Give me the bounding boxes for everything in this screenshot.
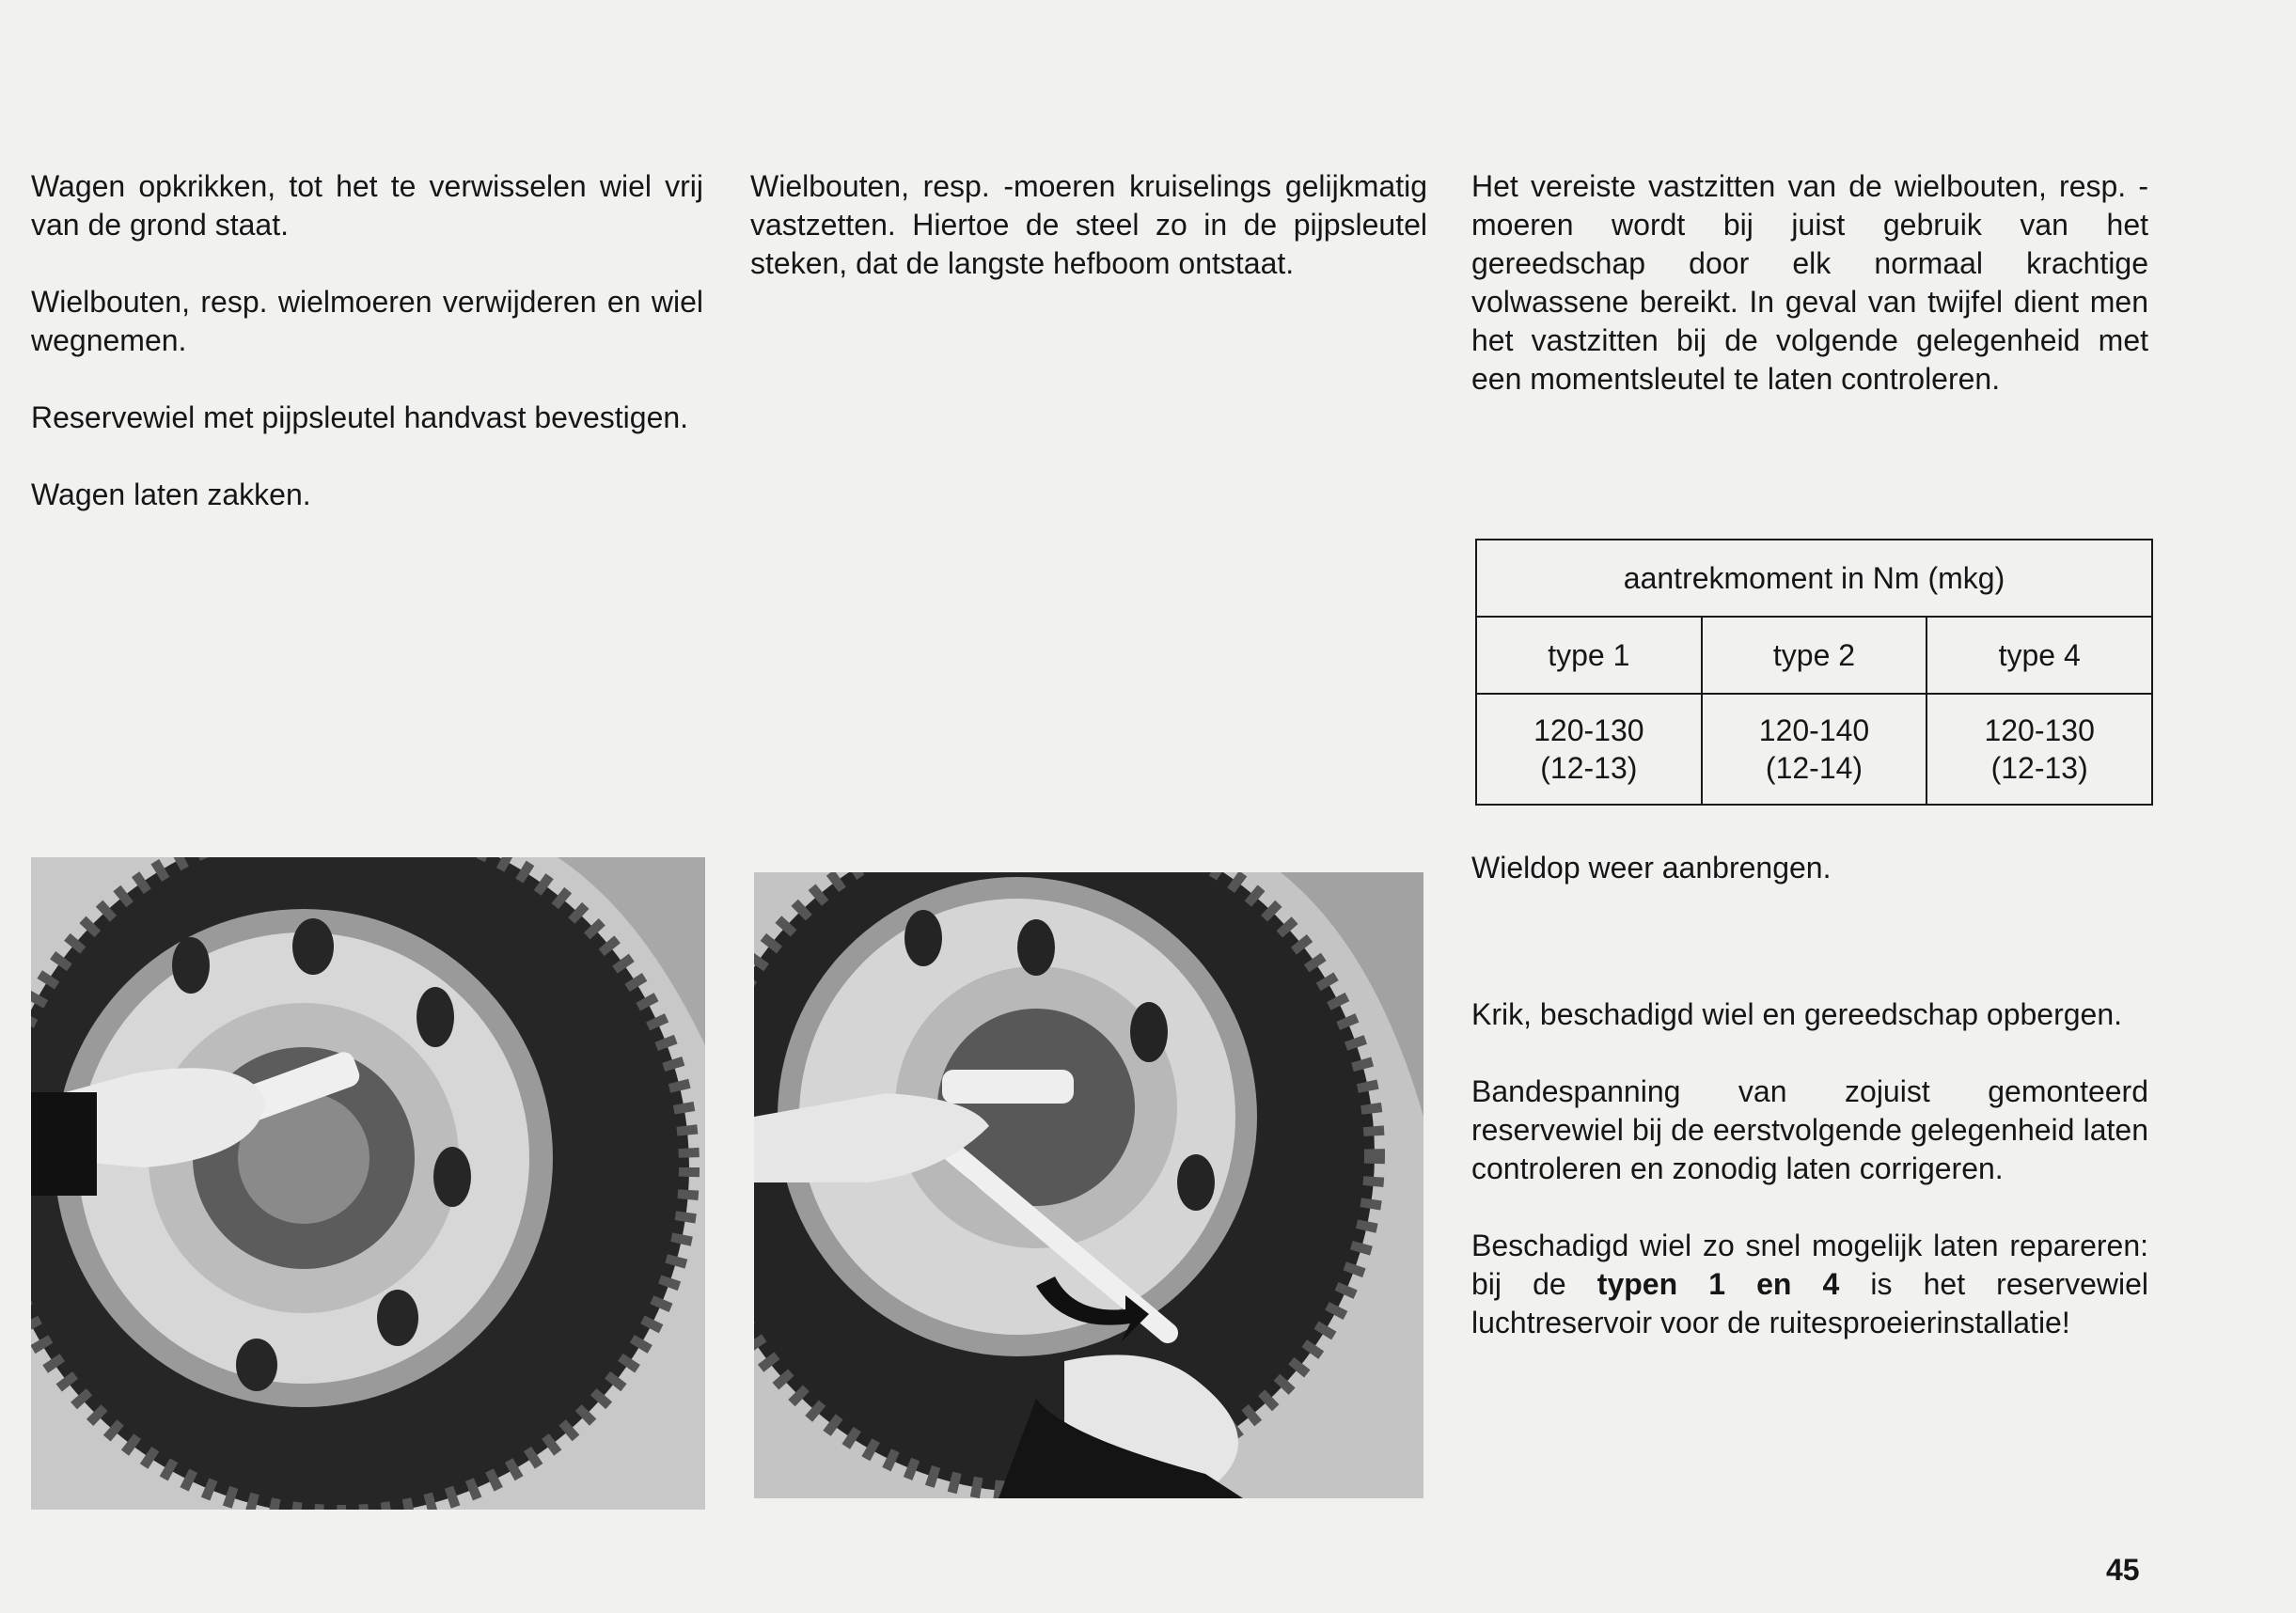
torque-value-type-1: 120-130 (12-13): [1476, 694, 1702, 805]
torque-table: [1475, 539, 2153, 806]
torque-value-type-2: 120-140 (12-14): [1702, 694, 1927, 805]
instruction-torque-check: Het vereiste vastzitten van de wielbouten, resp. -moeren wordt bij juist gebruik van het gereedschap door elk normaal krachtige volwassene bereikt. In geval van twijfel dient men het vastzitten bij de volgende gelegenheid met een momentsleutel te laten controleren.: [1471, 169, 2148, 396]
instruction-repair-wheel: Beschadigd wiel zo snel mogelijk laten repareren: bij de typen 1 en 4 is het reservewiel luchtreservoir voor de ruitesproeierinstallatie!: [1471, 1229, 2149, 1339]
instruction-lower-car: Wagen laten zakken.: [31, 478, 311, 511]
torque-value-type-4: 120-130 (12-13): [1926, 694, 2152, 805]
instruction-store-tools: Krik, beschadigd wiel en gereedschap opbergen.: [1471, 997, 2123, 1031]
photo-crosswise-tightening: [754, 872, 1423, 1498]
torque-type-2: type 2: [1702, 617, 1927, 694]
torque-table-header: aantrekmoment in Nm (mkg): [1476, 540, 2152, 617]
torque-type-4: type 4: [1926, 617, 2152, 694]
middle-column: [750, 167, 1427, 321]
right-column-lower: [1471, 995, 2148, 1381]
torque-type-1: type 1: [1476, 617, 1702, 694]
photo-hand-tightening-wheel: [31, 857, 705, 1510]
instruction-jack-up: Wagen opkrikken, tot het te verwisselen wiel vrij van de grond staat.: [31, 169, 703, 242]
instruction-tighten-bolts: Wielbouten, resp. -moeren kruiselings gelijkmatig vastzetten. Hiertoe de steel zo in de pijpsleutel steken, dat de langste hefboom ontstaat.: [750, 169, 1427, 280]
right-column: [1471, 167, 2148, 437]
instruction-mount-spare: Reservewiel met pijpsleutel handvast bevestigen.: [31, 400, 689, 434]
instruction-tyre-pressure: Bandespanning van zojuist gemonteerd reservewiel bij de eerstvolgende gelegenheid laten controleren en zonodig laten corrigeren.: [1471, 1074, 2148, 1185]
bold-types: typen 1 en 4: [1596, 1267, 1840, 1301]
instruction-remove-wheel: Wielbouten, resp. wielmoeren verwijderen en wiel wegnemen.: [31, 285, 703, 357]
page-number: 45: [2106, 1553, 2140, 1587]
left-column: [31, 167, 703, 553]
instruction-hubcap: Wieldop weer aanbrengen.: [1471, 851, 1832, 885]
